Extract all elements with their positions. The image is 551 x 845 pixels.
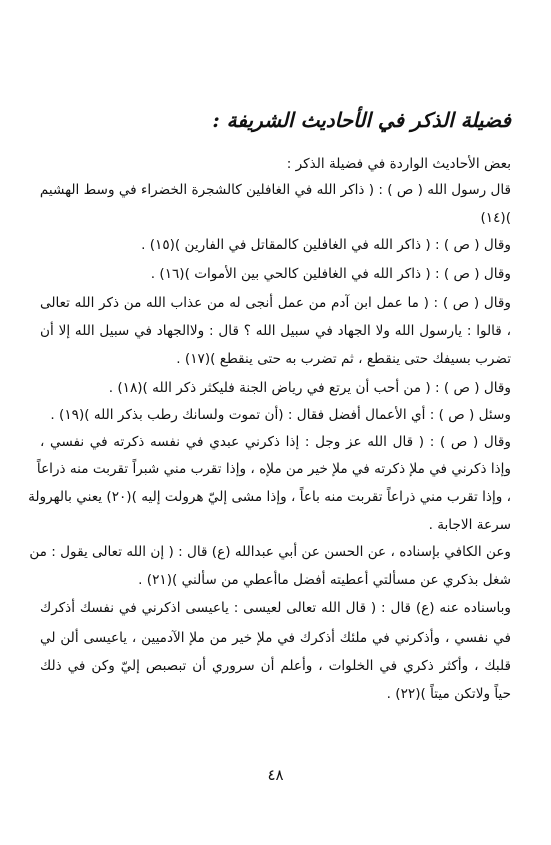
text-line: وقال ( ص ) : ( قال الله عز وجل : إذا ذكرني عبدي في نفسه ذكرته في نفسي ، <box>40 434 511 450</box>
page-number: ٤٨ <box>267 766 284 784</box>
text-line: وعن الكافي بإسناده ، عن الحسن عن أبي عبدالله (ع) قال : ( إن الله تعالى يقول : من <box>29 544 511 560</box>
text-line: حياً ولاتكن ميتاً )(٢٢) . <box>386 686 511 702</box>
text-line: وباسناده عنه (ع) قال : ( قال الله تعالى لعيسى : ياعيسى اذكرني في نفسك أذكرك <box>40 600 511 616</box>
text-line: تضرب بسيفك حتى ينقطع ، ثم تضرب به حتى ينقطع )(١٧) . <box>176 351 511 367</box>
text-line: بعض الأحاديث الواردة في فضيلة الذكر : <box>286 156 511 172</box>
section-title: فضيلة الذكر في الأحاديث الشريفة : <box>212 108 511 132</box>
text-line: ، قالوا : يارسول الله ولا الجهاد في سبيل الله ؟ قال : ولاالجهاد في سبيل الله إلا أن <box>40 323 511 339</box>
text-line: وسئل ( ص ) : أي الأعمال أفضل فقال : (أن تموت ولسانك رطب بذكر الله )(١٩) . <box>50 407 511 423</box>
text-line: وقال ( ص ) : ( ما عمل ابن آدم من عمل أنجى له من عذاب الله من ذكر الله تعالى <box>40 295 511 311</box>
text-line: شغل بذكري عن مسألتي أعطيته أفضل ماأعطي من سألني )(٢١) . <box>138 572 511 588</box>
text-line: )(١٤) <box>480 210 511 226</box>
text-line: قال رسول الله ( ص ) : ( ذاكر الله في الغافلين كالشجرة الخضراء في وسط الهشيم <box>39 182 511 198</box>
text-line: وقال ( ص ) : ( ذاكر الله في الغافلين كالحي بين الأموات )(١٦) . <box>150 266 511 282</box>
text-line: ، وإذا تقرب مني ذراعاً تقربت منه باعاً ، وإذا مشى إليّ هرولت إليه )(٢٠) يعني بالهرولة <box>28 489 511 505</box>
text-line: في نفسي ، وأذكرني في ملئك أذكرك في ملإ خير من ملإ الآدميين ، ياعيسى ألن لي <box>40 630 511 646</box>
text-line: وقال ( ص ) : ( من أحب أن يرتع في رياض الجنة فليكثر ذكر الله )(١٨) . <box>108 380 511 396</box>
text-line: وقال ( ص ) : ( ذاكر الله في الغافلين كالمقاتل في الفارين )(١٥) . <box>141 237 511 253</box>
text-line: وإذا ذكرني في ملإ ذكرته في ملإ خير من ملإه ، وإذا تقرب مني شبراً تقربت منه ذراعاً <box>36 461 511 477</box>
text-line: سرعة الاجابة . <box>428 517 511 533</box>
text-line: قلبك ، وأكثر ذكري في الخلوات ، وأعلم أن سروري أن تبصبص إليّ وكن في ذلك <box>40 658 511 674</box>
